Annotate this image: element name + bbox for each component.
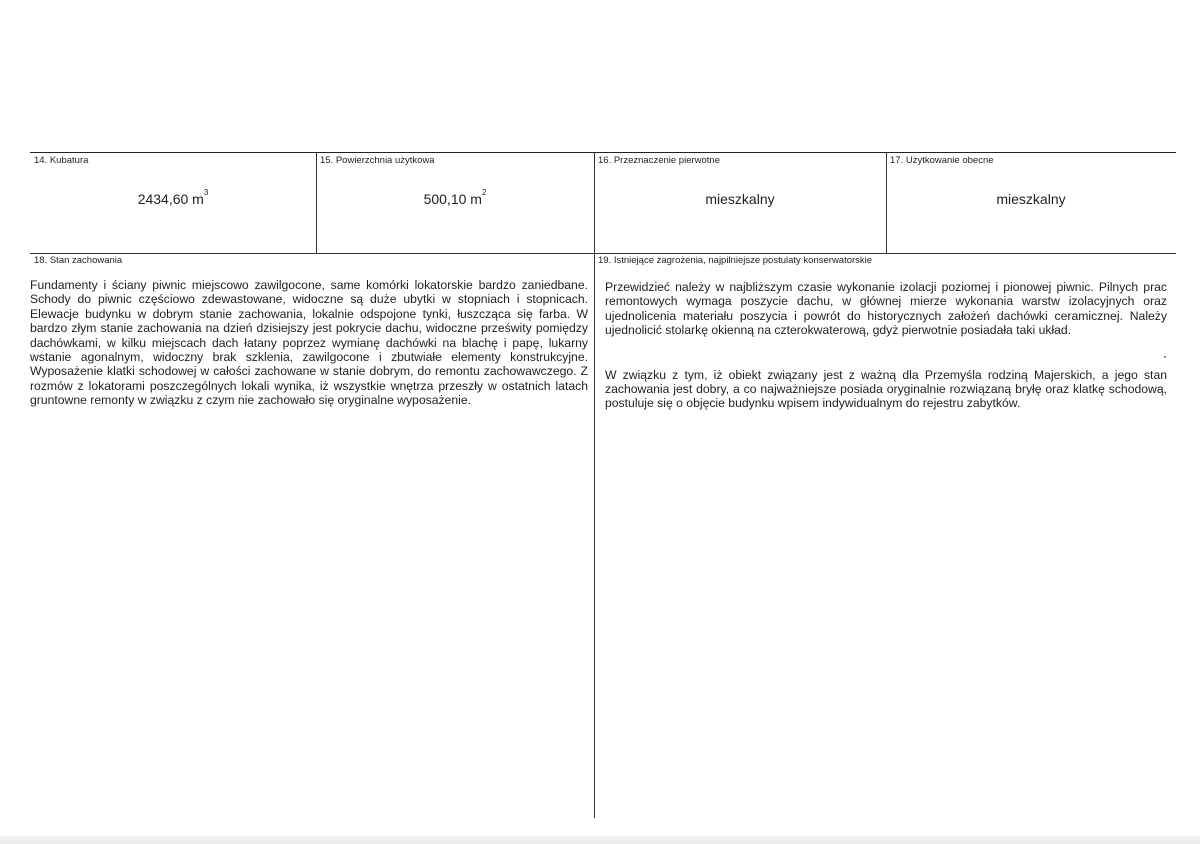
unit-exponent: 3: [203, 188, 209, 197]
field-przeznaczenie: [594, 153, 886, 253]
field-value: [30, 188, 316, 207]
paragraph-spacer: [605, 338, 1167, 368]
field-stan-zachowania: [30, 253, 594, 818]
unit-exponent: 2: [481, 188, 487, 197]
form-table: [30, 152, 1176, 818]
field-label: 15. Powierzchnia użytkowa: [320, 155, 435, 166]
kubatura-value: 2434,60 m: [137, 191, 204, 207]
scan-edge: [0, 836, 1200, 844]
field-label: 17. Użytkowanie obecne: [890, 155, 994, 166]
field-label: 18. Stan zachowania: [34, 255, 123, 266]
field-value: mieszkalny: [996, 191, 1066, 207]
scan-speck: [1164, 356, 1166, 358]
powierzchnia-value: 500,10 m: [423, 191, 482, 207]
field-value: mieszkalny: [705, 191, 775, 207]
field-label: 14. Kubatura: [34, 155, 89, 166]
paragraph: Fundamenty i ściany piwnic miejscowo zawilgocone, same komórki lokatorskie bardzo zaniedbane. Schody do piwnic częściowo zdewastowane, widoczne są duże ubytki w stopniach i stopnicach. Elewacje budynku w dobrym stanie zachowania, lokalnie odspojone tynki, łuszcząca się farba. W bardzo złym stanie zachowania na dzień dzisiejszy jest pokrycie dachu, widoczne prześwity pomiędzy dachówkami, w kilku miejscach dach łatany poprzez wymianę dachówki na blachę i papę, lukarny wstanie agonalnym, widoczny brak szklenia, zawilgocone i zbutwiałe elementy konstrukcyjne. Wyposażenie klatki schodowej w całości zachowane w stanie dobrym, do remontu zachowawczego. Z rozmów z lokatorami poszczególnych lokali wynika, iż wszystkie wnętrza przeszły w ostatnich latach gruntowne remonty w związku z czym nie zachowało się oryginalne wyposażenie.: [30, 278, 588, 408]
field-powierzchnia: [316, 153, 594, 253]
field-label: 16. Przeznaczenie pierwotne: [598, 155, 720, 166]
paragraph: Przewidzieć należy w najbliższym czasie wykonanie izolacji poziomej i pionowej piwnic. Pilnych prac remontowych wymaga poszycie dachu, w głównej mierze wykonania warstw izolacyjnych oraz ujednolicenia materiału poszycia i powrót do historycznych założeń dachówki ceramicznej. Należy ujednolicić stolarkę okienną na czterokwaterową, gdyż pierwotnie posiadała taki układ.: [605, 280, 1167, 338]
field-zagrozenia: [594, 253, 1176, 818]
paragraph: W związku z tym, iż obiekt związany jest z ważną dla Przemyśla rodziną Majerskich, a jego stan zachowania jest dobry, a co najważniejsze posiada oryginalnie rozwiązaną bryłę oraz klatkę schodową, postuluje się o objęcie budynku wpisem indywidualnym do rejestru zabytków.: [605, 367, 1167, 411]
zagrozenia-text: [605, 280, 1167, 411]
field-kubatura: [30, 153, 316, 253]
field-value: [316, 188, 594, 207]
stan-zachowania-text: [30, 278, 588, 408]
field-uzytkowanie: [886, 153, 1176, 253]
field-label: 19. Istniejące zagrożenia, najpilniejsze postulaty konserwatorskie: [598, 255, 873, 266]
